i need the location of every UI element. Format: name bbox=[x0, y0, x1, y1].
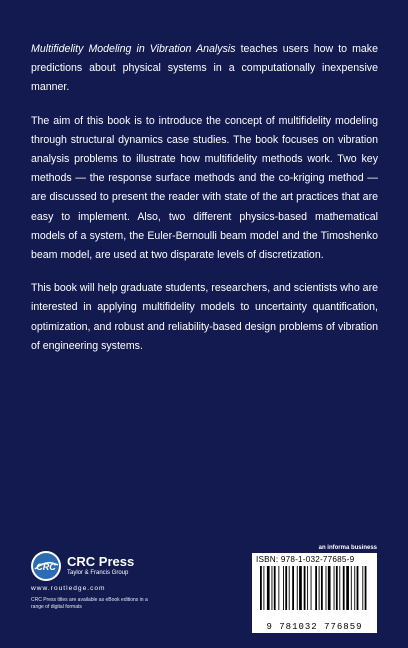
publisher-group: Taylor & Francis Group bbox=[67, 570, 129, 576]
publisher-logo-row bbox=[31, 551, 231, 581]
publisher-name: CRC Press bbox=[67, 554, 135, 569]
crc-logo-text: CRC bbox=[36, 562, 56, 572]
back-cover-blurb bbox=[31, 40, 378, 370]
isbn-barcode-block bbox=[252, 545, 377, 633]
barcode-box bbox=[252, 553, 377, 633]
blurb-paragraph-3: This book will help graduate students, researchers, and scientists who are interested in applying multifidelity models to uncertainty quantification, optimization, and robust and reliability-based design problems of vibration of engineering systems. bbox=[31, 282, 378, 352]
blurb-paragraph-2: The aim of this book is to introduce the concept of multifidelity modeling through structural dynamics case studies. The book focuses on vibration analysis problems to illustrate how multifidelity methods work. Two key methods — the response surface methods and the co-kriging method — are discussed to present the reader with state of the art practices that are easy to implement. Also, two different physics-based mathematical models of a system, the Euler-Bernoulli beam model and the Timoshenko beam model, are used at two disparate levels of discretization. bbox=[31, 114, 378, 262]
isbn-label: ISBN: 978-1-032-77685-9 bbox=[256, 555, 355, 564]
informa-business-label: an informa business bbox=[318, 545, 377, 551]
publisher-name-block bbox=[67, 555, 134, 577]
barcode-bars-icon bbox=[260, 566, 369, 620]
publisher-info bbox=[31, 551, 231, 611]
publisher-website: www.routledge.com bbox=[31, 585, 106, 592]
ebook-availability-note: CRC Press titles are available as eBook editions in a range of digital formats bbox=[31, 597, 148, 610]
barcode-number: 9 781032 776859 bbox=[266, 622, 363, 632]
blurb-paragraph-1-text: teaches users how to make predictions about physical systems in a computationally inexpensive manner. bbox=[31, 43, 378, 94]
book-title: Multifidelity Modeling in Vibration Analysis bbox=[31, 43, 236, 55]
crc-press-logo-icon bbox=[31, 551, 61, 581]
blurb-paragraph-1 bbox=[31, 40, 378, 98]
